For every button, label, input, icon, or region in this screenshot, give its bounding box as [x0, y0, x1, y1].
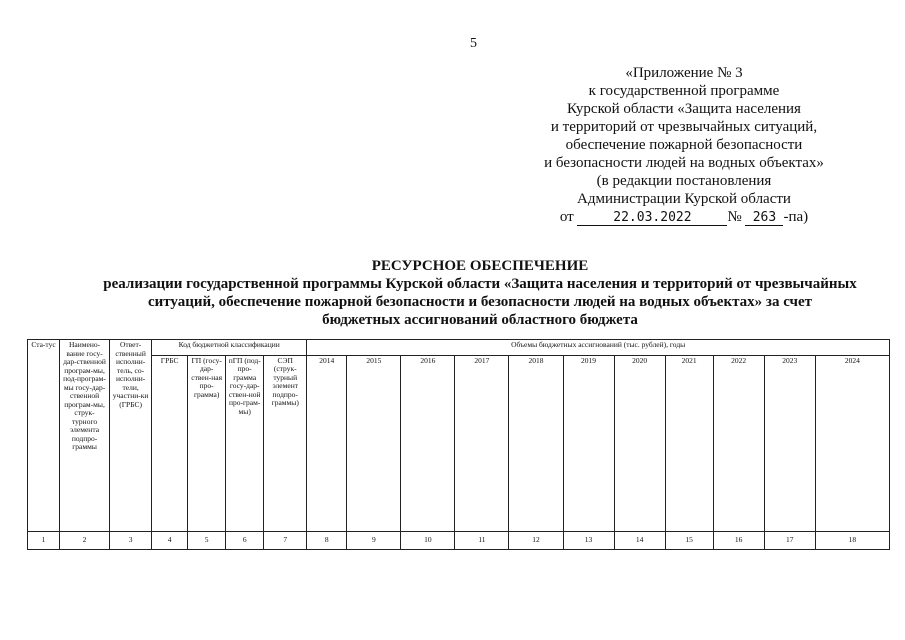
- appendix-line: Администрации Курской области: [577, 191, 791, 207]
- resource-table: [27, 339, 890, 550]
- header-year: 2021: [665, 355, 713, 531]
- column-number: 7: [264, 531, 307, 549]
- column-number: 15: [665, 531, 713, 549]
- column-number: 2: [60, 531, 110, 549]
- column-number: 8: [307, 531, 347, 549]
- column-number: 18: [815, 531, 889, 549]
- header-program-name: Наимено-вание госу-дар-ственной програм-мы, под-програм-мы госу-дар-ственной програм-мы, струк-турного элемента подпро-граммы: [60, 340, 110, 532]
- column-number: 17: [764, 531, 815, 549]
- appendix-line: «Приложение № 3: [625, 65, 743, 81]
- column-number: 1: [28, 531, 60, 549]
- appendix-block: [494, 64, 874, 226]
- column-number: 12: [509, 531, 563, 549]
- header-budget-volumes: Объемы бюджетных ассигнований (тыс. рублей), годы: [307, 340, 890, 356]
- date-prefix: от: [559, 209, 574, 225]
- header-year: 2016: [401, 355, 455, 531]
- title-subtitle: реализации государственной программы Курской области «Защита населения и территорий от чрезвычайных: [103, 276, 857, 292]
- decree-number: 263: [745, 210, 783, 226]
- header-year: 2019: [563, 355, 614, 531]
- header-year: 2023: [764, 355, 815, 531]
- header-pgp: пГП (под-про-грамма госу-дар-ствен-ной про-грам-мы): [226, 355, 264, 531]
- column-number: 4: [152, 531, 188, 549]
- title-subtitle: бюджетных ассигнований областного бюджета: [322, 312, 638, 328]
- header-budget-classification: Код бюджетной классификации: [152, 340, 307, 356]
- header-year: 2018: [509, 355, 563, 531]
- column-number: 5: [188, 531, 226, 549]
- column-number: 6: [226, 531, 264, 549]
- column-number: 14: [614, 531, 665, 549]
- header-year: 2015: [347, 355, 401, 531]
- column-number: 10: [401, 531, 455, 549]
- appendix-line: к государственной программе: [588, 83, 780, 99]
- column-number: 16: [713, 531, 764, 549]
- header-gp: ГП (госу-дар-ствен-ная про-грамма): [188, 355, 226, 531]
- appendix-line: Курской области «Защита населения: [567, 101, 801, 117]
- column-number-row: [28, 531, 890, 549]
- decree-date-line: [494, 208, 874, 226]
- number-prefix: №: [727, 209, 742, 225]
- header-year: 2014: [307, 355, 347, 531]
- header-sep: СЭП (струк-турный элемент подпро-граммы): [264, 355, 307, 531]
- column-number: 13: [563, 531, 614, 549]
- document-title: [60, 257, 900, 329]
- header-grbs: ГРБС: [152, 355, 188, 531]
- header-status: Ста-тус: [28, 340, 60, 532]
- header-year: 2024: [815, 355, 889, 531]
- column-number: 11: [455, 531, 509, 549]
- appendix-line: и территорий от чрезвычайных ситуаций,: [550, 119, 818, 135]
- column-number: 3: [110, 531, 152, 549]
- header-year: 2020: [614, 355, 665, 531]
- appendix-line: (в редакции постановления: [596, 173, 772, 189]
- header-year: 2017: [455, 355, 509, 531]
- decree-date: 22.03.2022: [577, 210, 727, 226]
- header-responsible: Ответ-ственный исполни-тель, со-исполни-тели, участни-ки (ГРБС): [110, 340, 152, 532]
- page-number: 5: [470, 36, 477, 51]
- appendix-line: и безопасности людей на водных объектах»: [544, 155, 824, 171]
- header-year: 2022: [713, 355, 764, 531]
- number-suffix: -па): [783, 209, 809, 225]
- appendix-line: обеспечение пожарной безопасности: [565, 137, 803, 153]
- title-subtitle: ситуаций, обеспечение пожарной безопасности и безопасности людей на водных объектах» за счет: [147, 294, 813, 310]
- title-main: РЕСУРСНОЕ ОБЕСПЕЧЕНИЕ: [371, 258, 589, 274]
- column-number: 9: [347, 531, 401, 549]
